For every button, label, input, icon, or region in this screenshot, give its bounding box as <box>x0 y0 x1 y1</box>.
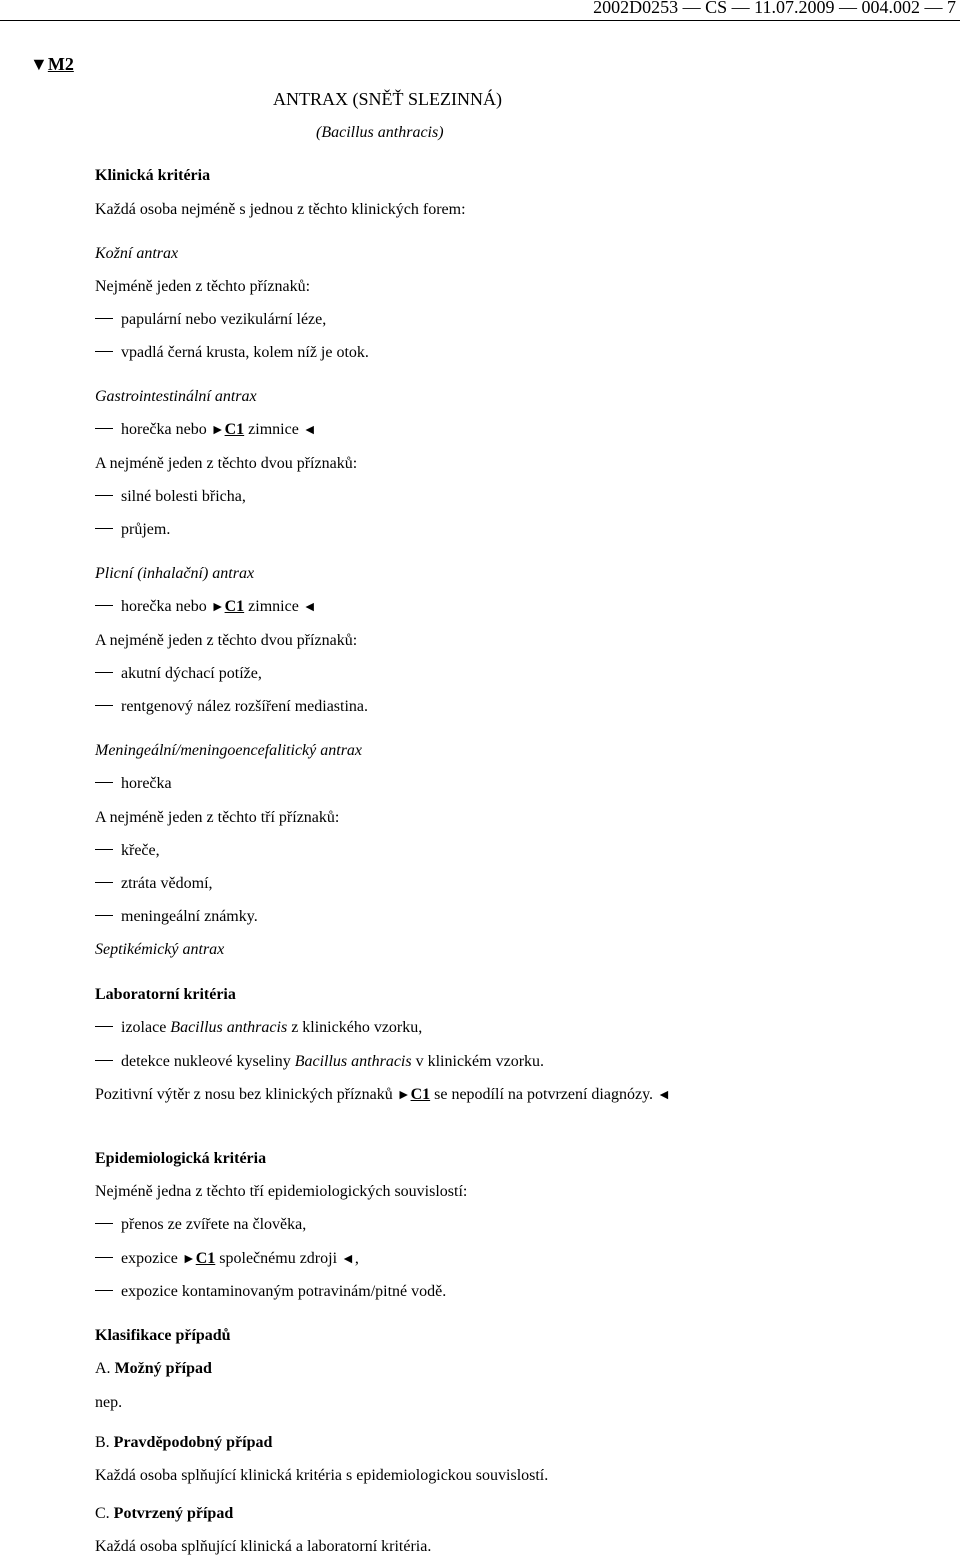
case-c-text: Každá osoba splňující klinická a laboratorní kritéria. <box>95 1538 432 1555</box>
amendment-marker-m2 <box>30 54 74 74</box>
gastro-title: Gastrointestinální antrax <box>95 388 257 405</box>
case-a-text: nep. <box>95 1394 123 1411</box>
list-item: meningeální známky. <box>95 907 258 927</box>
list-item: přenos ze zvířete na člověka, <box>95 1215 306 1235</box>
epidemiological-intro: Nejméně jedna z těchto tří epidemiologických souvislostí: <box>95 1183 468 1200</box>
classification-heading: Klasifikace případů <box>95 1327 231 1344</box>
list-item: průjem. <box>95 520 170 540</box>
list-item: horečka <box>95 774 172 794</box>
page-title: ANTRAX (SNĚŤ SLEZINNÁ) <box>273 89 502 109</box>
marker-code: M2 <box>47 54 74 74</box>
pulmonary-title: Plicní (inhalační) antrax <box>95 565 255 582</box>
list-item: expozice ►C1 společnému zdroji ◄, <box>95 1249 359 1270</box>
pulmonary-lead: A nejméně jeden z těchto dvou příznaků: <box>95 632 358 649</box>
cutaneous-lead: Nejméně jeden z těchto příznaků: <box>95 278 311 295</box>
list-item: expozice kontaminovaným potravinám/pitné vodě. <box>95 1282 446 1302</box>
list-item: detekce nukleové kyseliny Bacillus anthracis v klinickém vzorku. <box>95 1052 544 1072</box>
meningeal-title: Meningeální/meningoencefalitický antrax <box>95 742 363 759</box>
clinical-heading: Klinická kritéria <box>95 167 211 184</box>
list-item: křeče, <box>95 841 160 861</box>
cutaneous-title: Kožní antrax <box>95 245 179 262</box>
header-text: 2002D0253 — CS — 11.07.2009 — 004.002 — 7 <box>593 0 956 17</box>
list-item: horečka nebo ►C1 zimnice ◄ <box>95 420 317 441</box>
case-b-text: Každá osoba splňující klinická kritéria s epidemiologickou souvislostí. <box>95 1467 549 1484</box>
epidemiological-heading: Epidemiologická kritéria <box>95 1150 267 1167</box>
list-item: ztráta vědomí, <box>95 874 213 894</box>
list-item: akutní dýchací potíže, <box>95 664 262 684</box>
list-item: vpadlá černá krusta, kolem níž je otok. <box>95 343 369 363</box>
septic-title: Septikémický antrax <box>95 941 225 958</box>
list-item: rentgenový nález rozšíření mediastina. <box>95 697 368 717</box>
meningeal-lead: A nejméně jeden z těchto tří příznaků: <box>95 809 340 826</box>
page-header <box>0 0 960 21</box>
case-b-heading: B. Pravděpodobný případ <box>95 1434 273 1451</box>
list-item: papulární nebo vezikulární léze, <box>95 310 326 330</box>
case-a-heading: A. Možný případ <box>95 1360 212 1377</box>
gastro-lead: A nejméně jeden z těchto dvou příznaků: <box>95 455 358 472</box>
list-item: izolace Bacillus anthracis z klinického vzorku, <box>95 1018 422 1038</box>
case-c-heading: C. Potvrzený případ <box>95 1505 234 1522</box>
page-subtitle: (Bacillus anthracis) <box>316 124 444 141</box>
laboratory-heading: Laboratorní kritéria <box>95 986 236 1003</box>
list-item: horečka nebo ►C1 zimnice ◄ <box>95 597 317 618</box>
laboratory-note: Pozitivní výtěr z nosu bez klinických příznaků ►C1 se nepodílí na potvrzení diagnózy. ◄ <box>95 1086 671 1103</box>
clinical-intro: Každá osoba nejméně s jednou z těchto klinických forem: <box>95 201 466 218</box>
list-item: silné bolesti břicha, <box>95 487 246 507</box>
marker-triangle-icon: ▼ <box>30 54 48 74</box>
